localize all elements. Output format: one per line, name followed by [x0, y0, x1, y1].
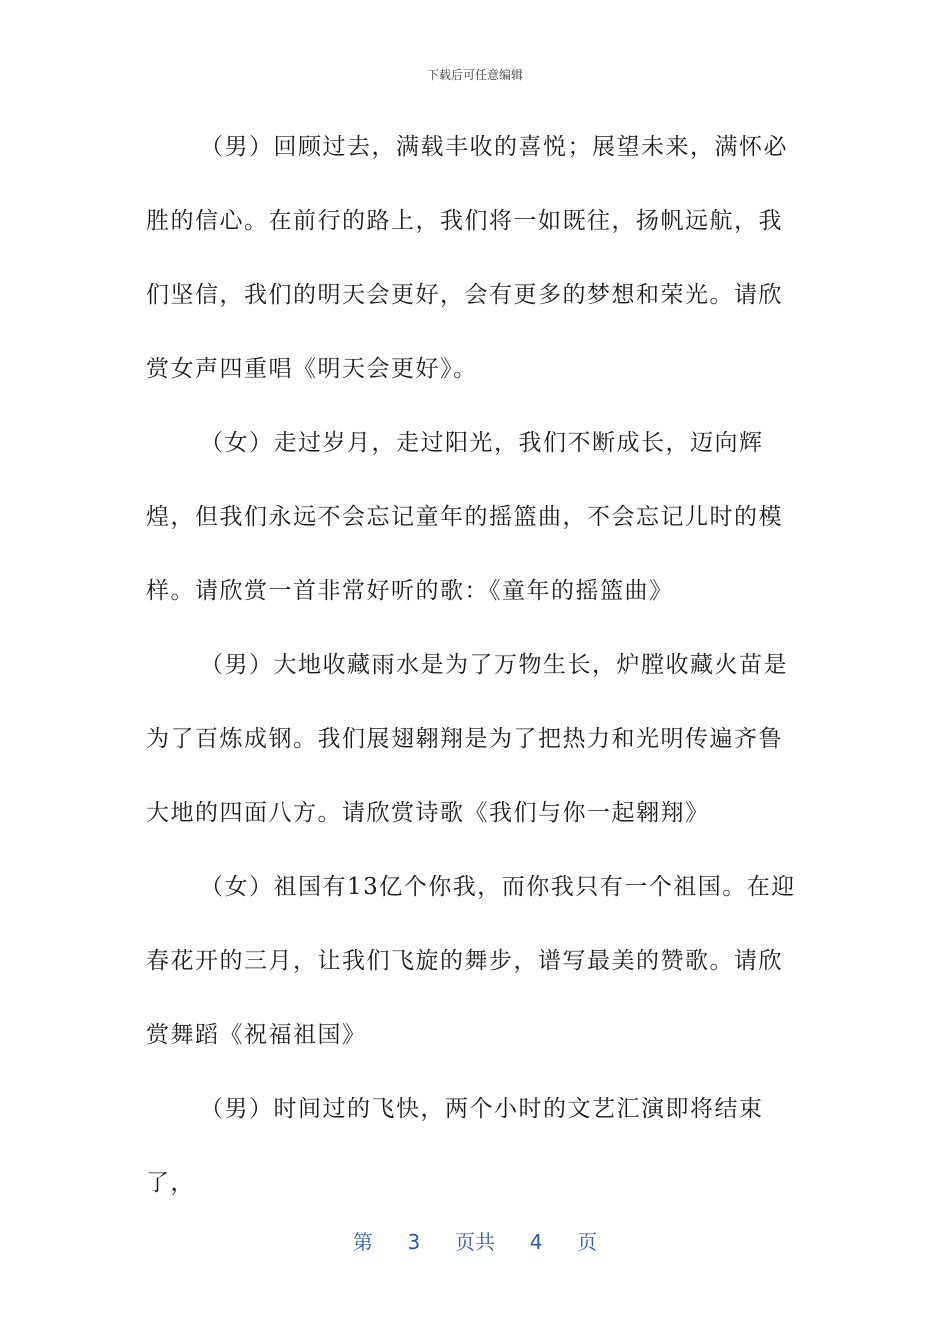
total-pages-number: 4 [529, 1230, 543, 1254]
paragraph-male-1: （男）回顾过去，满载丰收的喜悦；展望未来，满怀必胜的信心。在前行的路上，我们将一如既往，扬帆远航，我们坚信，我们的明天会更好，会有更多的梦想和荣光。请欣赏女声四重唱《明天会更好》。 [146, 134, 788, 382]
footer-middle: 页共 [455, 1230, 495, 1254]
page-header: 下载后可任意编辑 [426, 68, 523, 82]
footer-prefix: 第 [352, 1230, 373, 1254]
paragraph-female-1: （女）走过岁月，走过阳光，我们不断成长，迈向辉煌，但我们永远不会忘记童年的摇篮曲，不会忘记儿时的模样。请欣赏一首非常好听的歌：《童年的摇篮曲》 [146, 430, 783, 604]
current-page-number: 3 [407, 1230, 421, 1254]
document-body [146, 110, 806, 1220]
paragraph-male-3: （男）时间过的飞快，两个小时的文艺汇演即将结束了， [146, 1096, 764, 1196]
page-number-footer [0, 1226, 950, 1255]
paragraph-male-2: （男）大地收藏雨水是为了万物生长，炉膛收藏火苗是为了百炼成钢。我们展翅翱翔是为了把热力和光明传遍齐鲁大地的四面八方。请欣赏诗歌《我们与你一起翱翔》 [146, 652, 788, 826]
footer-suffix: 页 [577, 1230, 598, 1254]
paragraph-female-2: （女）祖国有13亿个你我，而你我只有一个祖国。在迎春花开的三月，让我们飞旋的舞步，谱写最美的赞歌。请欣赏舞蹈《祝福祖国》 [146, 874, 796, 1048]
